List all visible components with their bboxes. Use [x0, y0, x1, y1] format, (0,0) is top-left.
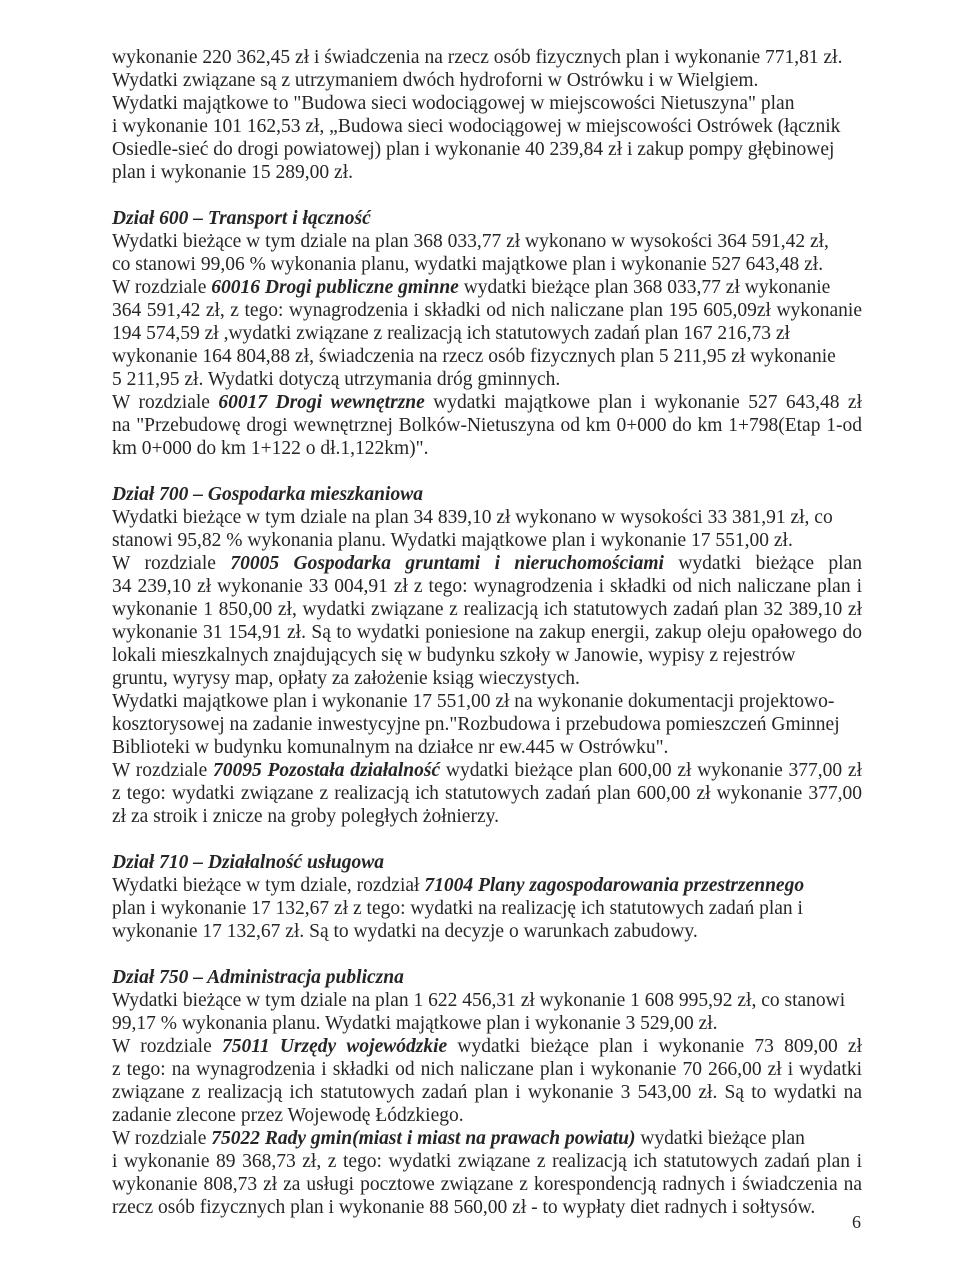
chapter-title: 75022 Rady gmin(miast i miast na prawach powiatu) — [211, 1128, 636, 1149]
text-line: co stanowi 99,06 % wykonania planu, wydatki majątkowe plan i wykonanie 527 643,48 zł. — [112, 254, 824, 275]
text-line: 34 239,10 zł wykonanie 33 004,91 zł z tego: wynagrodzenia i składki od nich naliczane plan i — [112, 576, 862, 597]
text-line — [112, 759, 862, 782]
text-line: plan i wykonanie 17 132,67 zł z tego: wydatki na realizację ich statutowych zadań plan i — [112, 898, 803, 919]
section-dzial-710 — [112, 851, 862, 943]
text-segment: wydatki bieżące plan — [663, 553, 862, 574]
text-segment: W rozdziale — [112, 392, 219, 413]
text-segment: W rozdziale — [112, 553, 231, 574]
text-line — [112, 1035, 862, 1058]
chapter-title: 71004 Plany zagospodarowania przestrzennego — [424, 875, 805, 896]
text-line: wykonanie 808,73 zł za usługi pocztowe związane z korespondencją radnych i świadczenia na — [112, 1174, 862, 1195]
text-line: i wykonanie 101 162,53 zł, „Budowa sieci wodociągowej w miejscowości Ostrówek (łącznik — [112, 116, 841, 137]
text-line: rzecz osób fizycznych plan i wykonanie 88 560,00 zł - to wypłaty diet radnych i sołtysów. — [112, 1197, 816, 1218]
text-line: stanowi 95,82 % wykonania planu. Wydatki majątkowe plan i wykonanie 17 551,00 zł. — [112, 530, 793, 551]
text-line: wykonanie 17 132,67 zł. Są to wydatki na decyzje o warunkach zabudowy. — [112, 921, 698, 942]
text-line: lokali mieszkalnych znajdujących się w budynku szkoły w Janowie, wypisy z rejestrów — [112, 645, 796, 666]
text-line: 364 591,42 zł, z tego: wynagrodzenia i składki od nich naliczane plan 195 605,09zł wykonanie — [112, 300, 862, 321]
text-line: Wydatki majątkowe to "Budowa sieci wodociągowej w miejscowości Nietuszyna" plan — [112, 93, 795, 114]
text-line — [112, 391, 862, 414]
text-line: Osiedle-sieć do drogi powiatowej) plan i wykonanie 40 239,84 zł i zakup pompy głębinowej — [112, 139, 835, 160]
text-line: na "Przebudowę drogi wewnętrznej Bolków-Nietuszyna od km 0+000 do km 1+798(Etap 1-od — [112, 415, 862, 436]
text-line: wykonanie 1 850,00 zł, wydatki związane z realizacją ich statutowych zadań plan 32 389,10 zł — [112, 599, 862, 620]
text-line: km 0+000 do km 1+122 o dł.1,122km)". — [112, 438, 429, 459]
chapter-title: 70095 Pozostała działalność — [213, 760, 441, 781]
text-line: 99,17 % wykonania planu. Wydatki majątkowe plan i wykonanie 3 529,00 zł. — [112, 1013, 718, 1034]
text-line: 194 574,59 zł ,wydatki związane z realizacją ich statutowych zadań plan 167 216,73 zł — [112, 323, 790, 344]
text-line: plan i wykonanie 15 289,00 zł. — [112, 162, 353, 183]
text-line — [112, 552, 862, 575]
text-segment: wydatki majątkowe plan i wykonanie 527 643,48 zł — [424, 392, 862, 413]
text-segment: wydatki bieżące plan 600,00 zł wykonanie 377,00 zł — [440, 760, 862, 781]
text-line: zł za stroik i znicze na groby poległych żołnierzy. — [112, 806, 499, 827]
text-line — [112, 1127, 862, 1150]
text-line: Wydatki majątkowe plan i wykonanie 17 551,00 zł na wykonanie dokumentacji projektowo- — [112, 691, 835, 712]
text-line: gruntu, wyrysy map, opłaty za założenie ksiąg wieczystych. — [112, 668, 580, 689]
text-segment: Wydatki bieżące w tym dziale, rozdział — [112, 875, 425, 896]
text-line — [112, 874, 862, 897]
chapter-title: 60016 Drogi publiczne gminne — [211, 277, 459, 298]
section-dzial-700 — [112, 483, 862, 828]
section-dzial-750 — [112, 966, 862, 1219]
text-line: zadanie zlecone przez Wojewodę Łódzkiego. — [112, 1105, 464, 1126]
text-segment: W rozdziale — [112, 1128, 212, 1149]
chapter-title: 70005 Gospodarka gruntami i nieruchomościami — [230, 553, 664, 574]
chapter-title: 60017 Drogi wewnętrzne — [218, 392, 425, 413]
section-heading: Dział 700 – Gospodarka mieszkaniowa — [112, 484, 423, 505]
text-segment: wydatki bieżące plan i wykonanie 73 809,00 zł — [447, 1036, 862, 1057]
text-line: wykonanie 220 362,45 zł i świadczenia na rzecz osób fizycznych plan i wykonanie 771,81 zł. — [112, 47, 843, 68]
section-intro — [112, 46, 862, 184]
text-line: związane z realizacją ich statutowych zadań plan i wykonanie 3 543,00 zł. Są to wydatki na — [112, 1082, 862, 1103]
text-line: z tego: wydatki związane z realizacją ich statutowych zadań plan 600,00 zł wykonanie 377,00 — [112, 783, 862, 804]
section-heading: Dział 710 – Działalność usługowa — [112, 852, 384, 873]
text-segment: wydatki bieżące plan — [635, 1128, 805, 1149]
text-line: Wydatki bieżące w tym dziale na plan 34 839,10 zł wykonano w wysokości 33 381,91 zł, co — [112, 507, 833, 528]
text-line: 5 211,95 zł. Wydatki dotyczą utrzymania dróg gminnych. — [112, 369, 561, 390]
text-segment: wydatki bieżące plan 368 033,77 zł wykonanie — [458, 277, 831, 298]
text-segment: W rozdziale — [112, 760, 214, 781]
page-number: 6 — [852, 1212, 861, 1232]
text-line: Biblioteki w budynku komunalnym na działce nr ew.445 w Ostrówku". — [112, 737, 669, 758]
text-body — [112, 46, 862, 1219]
chapter-title: 75011 Urzędy wojewódzkie — [221, 1036, 448, 1057]
text-line: wykonanie 164 804,88 zł, świadczenia na rzecz osób fizycznych plan 5 211,95 zł wykonanie — [112, 346, 836, 367]
section-dzial-600 — [112, 207, 862, 460]
section-heading: Dział 600 – Transport i łączność — [112, 208, 371, 229]
text-line: i wykonanie 89 368,73 zł, z tego: wydatki związane z realizacją ich statutowych zadań plan i — [112, 1151, 862, 1172]
text-line: Wydatki bieżące w tym dziale na plan 368 033,77 zł wykonano w wysokości 364 591,42 zł, — [112, 231, 829, 252]
text-line — [112, 276, 862, 299]
text-line: wykonanie 31 154,91 zł. Są to wydatki poniesione na zakup energii, zakup oleju opałowego do — [112, 622, 862, 643]
text-line: Wydatki bieżące w tym dziale na plan 1 622 456,31 zł wykonanie 1 608 995,92 zł, co stanowi — [112, 990, 846, 1011]
section-heading: Dział 750 – Administracja publiczna — [112, 967, 404, 988]
text-segment: W rozdziale — [112, 277, 212, 298]
text-segment: W rozdziale — [112, 1036, 222, 1057]
text-line: Wydatki związane są z utrzymaniem dwóch hydroforni w Ostrówku i w Wielgiem. — [112, 70, 759, 91]
text-line: z tego: na wynagrodzenia i składki od nich naliczane plan i wykonanie 70 266,00 zł i wydatki — [112, 1059, 862, 1080]
text-line: kosztorysowej na zadanie inwestycyjne pn."Rozbudowa i przebudowa pomieszczeń Gminnej — [112, 714, 840, 735]
